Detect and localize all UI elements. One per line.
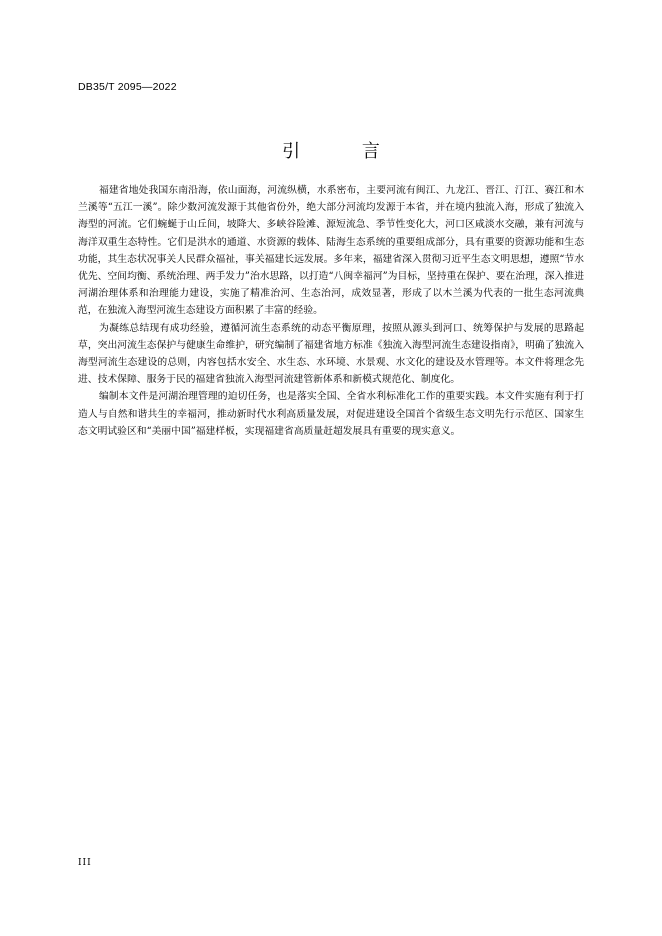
document-code: DB35/T 2095—2022 (78, 81, 177, 93)
paragraph: 编制本文件是河湖治理管理的迫切任务，也是落实全国、全省水利标准化工作的重要实践。本文件实施有利于打造人与自然和谐共生的幸福河，推动新时代水利高质量发展，对促进建设全国首个省级生态文明先行示范区、国家生态文明试验区和“美丽中国”福建样板，实现福建省高质量赶超发展具有重要的现实意义。 (78, 391, 584, 437)
introduction-body (78, 182, 584, 440)
page-title: 引 言 (282, 141, 408, 162)
paragraph: 福建省地处我国东南沿海，依山面海，河流纵横，水系密布，主要河流有闽江、九龙江、晋江、汀江、赛江和木兰溪等“五江一溪”。除少数河流发源于其他省份外，绝大部分河流均发源于本省，并在境内独流入海，形成了独流入海型的河流。它们蜿蜒于山丘间，坡降大、多峡谷险滩、源短流急、季节性变化大，河口区咸淡水交融，兼有河流与海洋双重生态特性。它们是洪水的通道、水资源的载体、陆海生态系统的重要组成部分，具有重要的资源功能和生态功能，其生态状况事关人民群众福祉，事关福建长远发展。多年来，福建省深入贯彻习近平生态文明思想，遵照“节水优先、空间均衡、系统治理、两手发力”治水思路，以打造“八闽幸福河”为目标，坚持重在保护、要在治理，深入推进河湖治理体系和治理能力建设，实施了精准治河、生态治河，成效显著，形成了以木兰溪为代表的一批生态河流典范，在独流入海型河流生态建设方面积累了丰富的经验。 (78, 185, 584, 317)
page-number: III (78, 858, 92, 868)
paragraph: 为凝练总结现有成功经验，遵循河流生态系统的动态平衡原理，按照从源头到河口、统筹保护与发展的思路起草，突出河流生态保护与健康生命维护，研究编制了福建省地方标准《独流入海型河流生态建设指南》，明确了独流入海型河流生态建设的总则，内容包括水安全、水生态、水环境、水景观、水文化的建设及水管理等。本文件将理念先进、技术保障、服务于民的福建省独流入海型河流建管新体系和新模式规范化、制度化。 (78, 322, 584, 386)
